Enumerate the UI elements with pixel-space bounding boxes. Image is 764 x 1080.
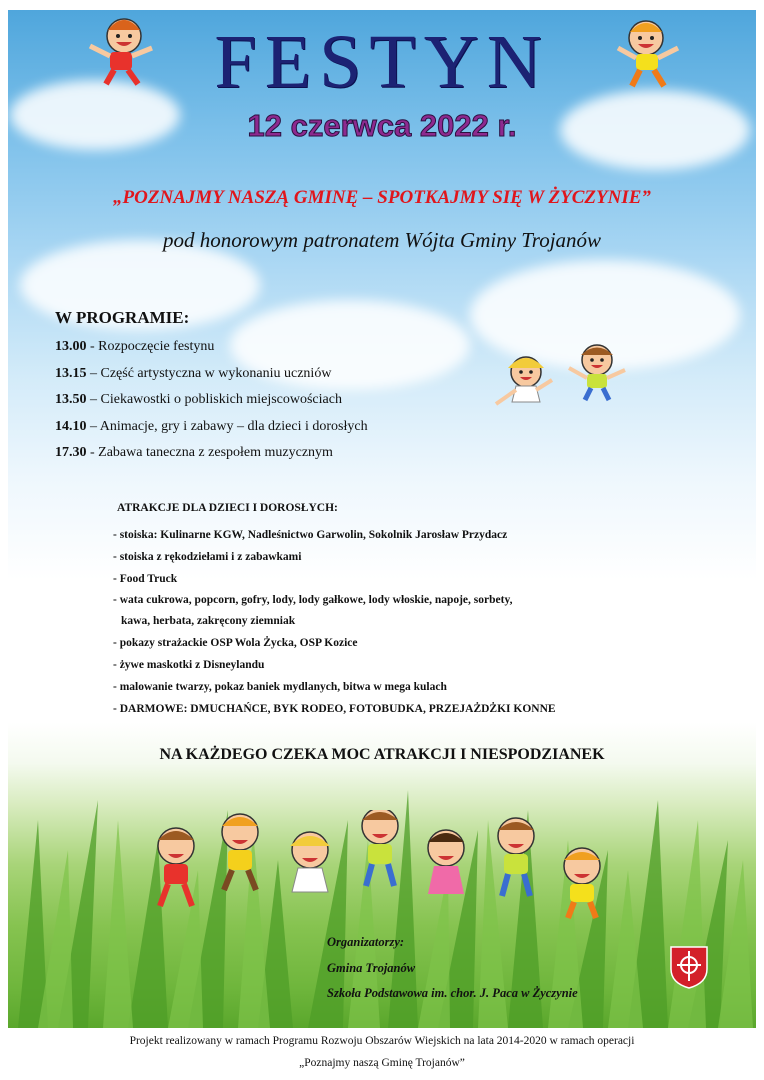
organizers-block (327, 930, 578, 1007)
attractions-list (113, 524, 556, 720)
coat-of-arms-icon (669, 945, 709, 989)
attraction-item: - stoiska z rękodziełami i z zabawkami (113, 551, 302, 563)
attraction-item: - pokazy strażackie OSP Wola Życka, OSP Kozice (113, 637, 358, 649)
program-item (55, 417, 368, 444)
program-text: - Zabawa taneczna z zespołem muzycznym (86, 445, 333, 460)
program-time: 13.15 (55, 365, 87, 381)
poster-title: FESTYN (214, 20, 550, 104)
program-heading: W PROGRAMIE: (55, 308, 190, 327)
cartoon-kid-icon (564, 848, 600, 918)
attraction-item: - malowanie twarzy, pokaz baniek mydlanych, bitwa w mega kulach (113, 681, 447, 693)
program-text: – Część artystyczna w wykonaniu uczniów (86, 365, 332, 381)
cartoon-kid-icon (362, 810, 398, 886)
program-item (55, 390, 368, 417)
program-time: 13.00 (55, 339, 87, 354)
footer-line: „Poznajmy naszą Gminę Trojanów” (299, 1057, 465, 1069)
program-list (55, 337, 368, 470)
program-text: - Rozpoczęcie festynu (86, 339, 215, 354)
program-text: – Ciekawostki o pobliskich miejscowościach (86, 392, 342, 407)
event-slogan: „POZNAJMY NASZĄ GMINĘ – SPOTKAJMY SIĘ W ŻYCZYNIE” (113, 187, 651, 208)
organizer-line: Gmina Trojanów (327, 960, 416, 975)
attraction-item (113, 590, 556, 632)
patronage-line: pod honorowym patronatem Wójta Gminy Trojanów (162, 228, 602, 252)
program-time: 14.10 (55, 418, 87, 434)
attraction-item: - żywe maskotki z Disneylandu (113, 659, 265, 671)
kids-row-illustration (140, 810, 620, 920)
organizers-heading: Organizatorzy: (327, 935, 405, 949)
event-date: 12 czerwca 2022 r. (247, 108, 517, 143)
cartoon-kid-icon (158, 828, 194, 906)
program-item (55, 364, 368, 391)
program-item (55, 443, 368, 470)
attraction-line: - wata cukrowa, popcorn, gofry, lody, lody gałkowe, lody włoskie, napoje, sorbety, (113, 594, 513, 606)
organizer-line: Szkoła Podstawowa im. chor. J. Paca w Życzynie (327, 986, 578, 1000)
footer (0, 1030, 764, 1074)
cartoon-kid-icon (563, 340, 633, 404)
cartoon-kid-icon (428, 830, 464, 894)
attraction-item: - Food Truck (113, 573, 178, 585)
cartoon-kid-icon (490, 350, 560, 414)
attraction-item: - DARMOWE: DMUCHAŃCE, BYK RODEO, FOTOBUDKA, PRZEJAŻDŻKI KONNE (113, 703, 556, 715)
attraction-line: kawa, herbata, zakręcony ziemniak (121, 615, 296, 627)
cartoon-kid-icon (498, 818, 534, 896)
program-item (55, 337, 368, 364)
cartoon-kid-icon (222, 814, 258, 890)
program-time: 13.50 (55, 392, 87, 407)
cartoon-kid-icon (290, 832, 330, 892)
program-text: – Animacje, gry i zabawy – dla dzieci i dorosłych (86, 418, 368, 434)
attractions-heading: ATRAKCJE DLA DZIECI I DOROSŁYCH: (117, 502, 338, 514)
attraction-item: - stoiska: Kulinarne KGW, Nadleśnictwo Garwolin, Sokolnik Jarosław Przydacz (113, 529, 508, 541)
surprise-banner: NA KAŻDEGO CZEKA MOC ATRAKCJI I NIESPODZIANEK (159, 746, 605, 763)
footer-line: Projekt realizowany w ramach Programu Rozwoju Obszarów Wiejskich na lata 2014-2020 w ramach operacji (129, 1035, 635, 1047)
program-time: 17.30 (55, 445, 87, 460)
